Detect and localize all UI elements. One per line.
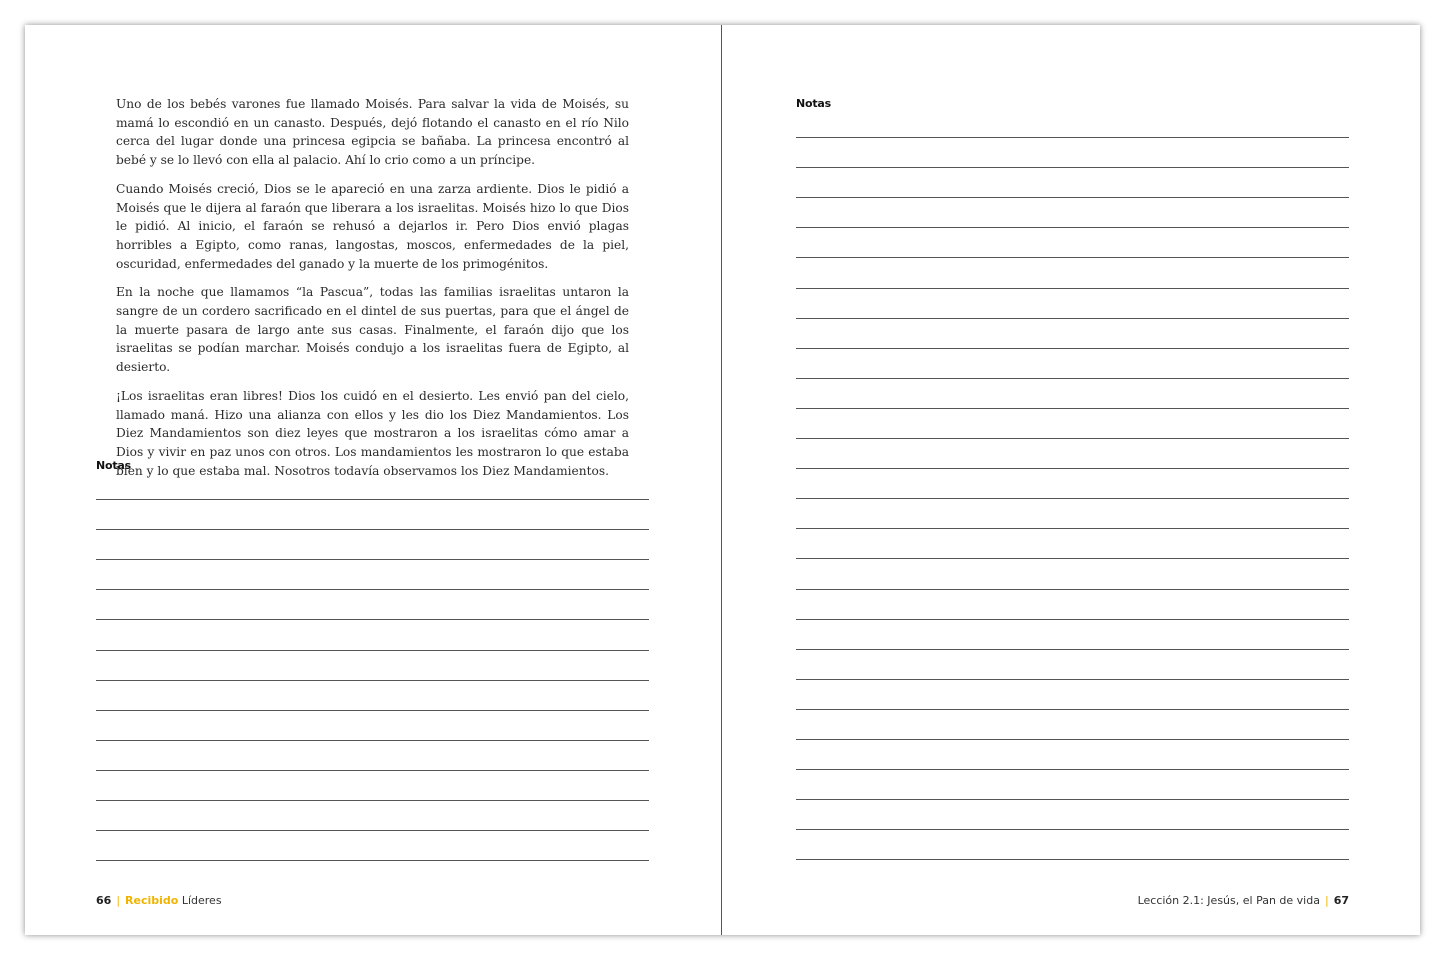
section-name: Líderes [181, 894, 222, 907]
note-line [796, 589, 1349, 590]
note-line [96, 710, 649, 711]
note-line [96, 860, 649, 861]
note-line [796, 167, 1349, 168]
note-line [796, 438, 1349, 439]
note-line [796, 558, 1349, 559]
note-line [796, 408, 1349, 409]
paragraph-1: Uno de los bebés varones fue llamado Moisés. Para salvar la vida de Moisés, su mamá lo escondió en un canasto. Después, dejó flotando el canasto en el río Nilo cerca del lugar donde una princesa egipcia se bañaba. La princesa encontró al bebé y se lo llevó con ella al palacio. Ahí lo crio como a un príncipe. [116, 97, 629, 168]
note-line [796, 649, 1349, 650]
note-line [96, 740, 649, 741]
note-line [796, 859, 1349, 860]
note-line [96, 529, 649, 530]
note-line [96, 770, 649, 771]
note-line [96, 619, 649, 620]
lesson-title: Lección 2.1: Jesús, el Pan de vida [1137, 894, 1320, 907]
note-line [796, 348, 1349, 349]
footer-right [1138, 894, 1349, 907]
folio-separator-left: | [116, 894, 121, 907]
note-line [796, 197, 1349, 198]
notes-label-left: Notas [96, 459, 131, 472]
note-line [96, 830, 649, 831]
note-line [796, 829, 1349, 830]
note-line [796, 288, 1349, 289]
note-line [796, 498, 1349, 499]
note-line [796, 528, 1349, 529]
notes-label-right: Notas [796, 97, 831, 110]
left-page [25, 25, 721, 935]
note-line [796, 137, 1349, 138]
note-line [96, 650, 649, 651]
note-line [96, 680, 649, 681]
note-line [796, 378, 1349, 379]
page-number-left: 66 [96, 894, 112, 907]
paragraph-4: ¡Los israelitas eran libres! Dios los cuidó en el desierto. Les envió pan del cielo, llamado maná. Hizo una alianza con ellos y les dio los Diez Mandamientos. Los Diez Mandamientos son diez leyes que mostraron a los israelitas cómo amar a Dios y vivir en paz unos con otros. Los mandamientos les mostraron lo que estaba bien y lo que estaba mal. Nosotros todavía observamos los Diez Mandamientos. [116, 388, 629, 478]
note-line [796, 318, 1349, 319]
footer-left [96, 894, 222, 907]
paragraph-2: Cuando Moisés creció, Dios se le apareció en una zarza ardiente. Dios le pidió a Moisés que le dijera al faraón que liberara a los israelitas. Moisés hizo lo que Dios le pidió. Al inicio, el faraón se rehusó a dejarlos ir. Pero Dios envió plagas horribles a Egipto, como ranas, langostas, moscos, enfermedades de la piel, oscuridad, enfermedades del ganado y la muerte de los primogénitos. [116, 181, 629, 271]
page-number-right: 67 [1333, 894, 1349, 907]
paragraph-3: En la noche que llamamos “la Pascua”, todas las familias israelitas untaron la sangre de un cordero sacrificado en el dintel de sus puertas, para que el ángel de la muerte pasara de largo ante sus casas. Finalmente, el faraón dijo que los israelitas se podían marchar. Moisés condujo a los israelitas fuera de Egipto, al desierto. [116, 285, 629, 375]
note-line [796, 709, 1349, 710]
note-line [96, 589, 649, 590]
note-line [96, 800, 649, 801]
note-line [96, 499, 649, 500]
right-page [722, 25, 1420, 935]
note-line [796, 227, 1349, 228]
note-line [796, 619, 1349, 620]
note-line [796, 257, 1349, 258]
book-spread [25, 25, 1420, 935]
note-line [796, 799, 1349, 800]
note-line [796, 679, 1349, 680]
note-line [796, 739, 1349, 740]
note-line [96, 559, 649, 560]
folio-separator-right: | [1324, 894, 1329, 907]
brand-name: Recibido [125, 894, 179, 907]
body-text [116, 95, 629, 490]
note-line [796, 769, 1349, 770]
note-line [796, 468, 1349, 469]
